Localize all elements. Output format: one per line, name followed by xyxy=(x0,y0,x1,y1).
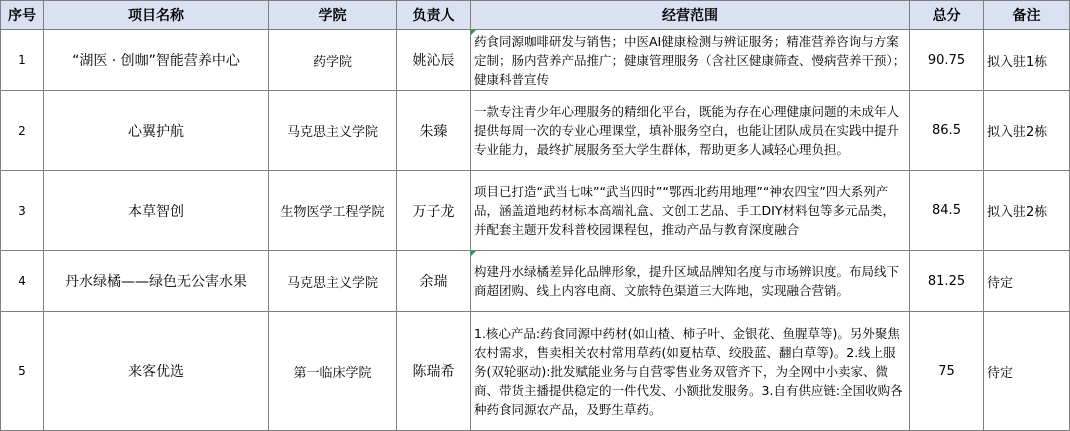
row-index: 1 xyxy=(1,30,44,91)
table-row xyxy=(1,171,1070,251)
row-index: 4 xyxy=(1,251,44,312)
row-score: 81.25 xyxy=(910,251,984,312)
header-note: 备注 xyxy=(984,1,1070,30)
header-score: 总分 xyxy=(910,1,984,30)
table-row xyxy=(1,251,1070,312)
row-leader: 姚沁辰 xyxy=(397,30,471,91)
row-index: 5 xyxy=(1,312,44,431)
row-scope: 药食同源咖啡研发与销售；中医AI健康检测与辨证服务；精准营养咨询与方案定制；肠内营养产品推广；健康管理服务（含社区健康筛查、慢病营养干预）；健康科普宣传 xyxy=(471,30,910,91)
row-college: 马克思主义学院 xyxy=(269,251,397,312)
header-project-name: 项目名称 xyxy=(44,1,269,30)
row-note: 待定 xyxy=(984,312,1070,431)
row-college: 马克思主义学院 xyxy=(269,91,397,171)
row-score: 90.75 xyxy=(910,30,984,91)
row-note: 拟入驻1栋 xyxy=(984,30,1070,91)
row-scope: 构建丹水绿橘差异化品牌形象，提升区域品牌知名度与市场辨识度。布局线下商超团购、线上内容电商、文旅特色渠道三大阵地，实现融合营销。 xyxy=(471,251,910,312)
row-leader: 余瑞 xyxy=(397,251,471,312)
header-scope: 经营范围 xyxy=(471,1,910,30)
table-row xyxy=(1,91,1070,171)
row-leader: 万子龙 xyxy=(397,171,471,251)
header-index: 序号 xyxy=(1,1,44,30)
row-project-name: 本草智创 xyxy=(44,171,269,251)
row-index: 2 xyxy=(1,91,44,171)
table-row xyxy=(1,30,1070,91)
row-scope: 一款专注青少年心理服务的精细化平台，既能为存在心理健康问题的未成年人提供每周一次的专业心理课堂，填补服务空白，也能让团队成员在实践中提升专业能力，最终扩展服务至大学生群体，帮助更多人减轻心理负担。 xyxy=(471,91,910,171)
row-college: 生物医学工程学院 xyxy=(269,171,397,251)
row-college: 第一临床学院 xyxy=(269,312,397,431)
row-note: 待定 xyxy=(984,251,1070,312)
row-college: 药学院 xyxy=(269,30,397,91)
row-project-name: 心翼护航 xyxy=(44,91,269,171)
row-project-name: 来客优选 xyxy=(44,312,269,431)
header-leader: 负责人 xyxy=(397,1,471,30)
header-row xyxy=(1,1,1070,30)
row-leader: 陈瑞希 xyxy=(397,312,471,431)
row-score: 75 xyxy=(910,312,984,431)
header-college: 学院 xyxy=(269,1,397,30)
table-row xyxy=(1,312,1070,431)
row-score: 86.5 xyxy=(910,91,984,171)
row-index: 3 xyxy=(1,171,44,251)
row-leader: 朱臻 xyxy=(397,91,471,171)
row-scope: 1.核心产品:药食同源中药材(如山楂、柿子叶、金银花、鱼腥草等)。另外聚焦农村需求，售卖相关农村常用草药(如夏枯草、绞股蓝、翻白草等)。2.线上服务(双轮驱动):批发赋能业务与自营零售业务双管齐下，为全网中小卖家、微商、带货主播提供稳定的一件代发、小额批发服务。3.自有供应链:全国收购各种药食同源农产品，及野生草药。 xyxy=(471,312,910,431)
row-note: 拟入驻2栋 xyxy=(984,91,1070,171)
row-scope: 项目已打造“武当七味”“武当四时”“鄂西北药用地理”“神农四宝”四大系列产品，涵盖道地药材标本高端礼盒、文创工艺品、手工DIY材料包等多元品类，并配套主题开发科普校园课程包，推动产品与教育深度融合 xyxy=(471,171,910,251)
row-project-name: 丹水绿橘——绿色无公害水果 xyxy=(44,251,269,312)
row-note: 拟入驻2栋 xyxy=(984,171,1070,251)
row-project-name: “湖医 · 创咖”智能营养中心 xyxy=(44,30,269,91)
row-score: 84.5 xyxy=(910,171,984,251)
